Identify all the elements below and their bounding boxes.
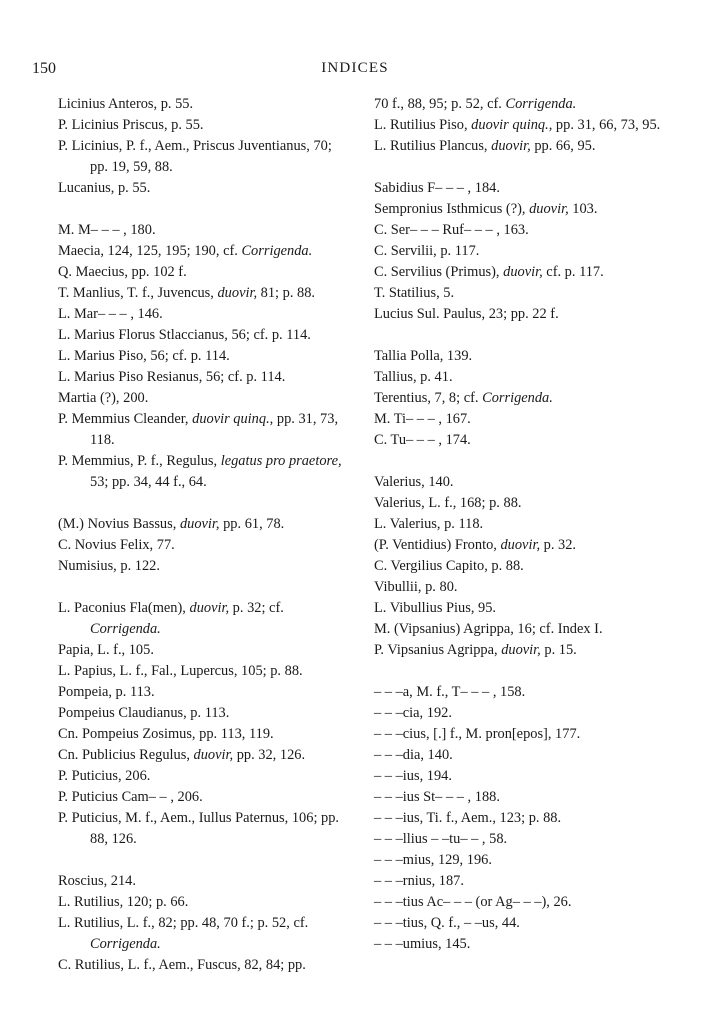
index-entry-text: – – –llius – –tu– – , 58. <box>374 831 508 847</box>
section-gap <box>374 451 664 472</box>
index-entry-italic-text: duovir, <box>503 264 543 280</box>
index-entry <box>374 892 664 913</box>
index-entry-text: C. Servilius (Primus), <box>374 264 504 280</box>
section-gap <box>58 850 348 871</box>
index-entry-text: pp. 32, 126. <box>233 747 306 763</box>
index-entry-text: Terentius, 7, 8; cf. <box>374 390 483 406</box>
index-entry-text: – – –a, M. f., T– – – , 158. <box>374 684 526 700</box>
index-entry-text: P. Licinius, P. f., Aem., Priscus Juventianus, 70; pp. 19, 59, 88. <box>58 138 332 175</box>
index-entry-text: Numisius, p. 122. <box>58 558 160 574</box>
index-entry-text: – – –tius, Q. f., – –us, 44. <box>374 915 520 931</box>
index-entry-text: (M.) Novius Bassus, <box>58 516 180 532</box>
index-entry-text: 53; pp. 34, 44 f., 64. <box>90 474 207 490</box>
index-entry-text: M. M– – – , 180. <box>58 222 156 238</box>
index-entry-italic-text: Corrigenda. <box>90 936 161 952</box>
index-entry <box>58 325 348 346</box>
index-entry-text: Vibullii, p. 80. <box>374 579 458 595</box>
index-entry-text: Pompeia, p. 113. <box>58 684 155 700</box>
index-entry-italic-text: duovir quinq., <box>471 117 553 133</box>
section-gap <box>58 577 348 598</box>
index-entry <box>58 556 348 577</box>
index-entry-text: L. Rutilius, 120; p. 66. <box>58 894 189 910</box>
index-entry-text: Tallius, p. 41. <box>374 369 453 385</box>
index-entry <box>58 724 348 745</box>
index-entry <box>374 619 664 640</box>
index-entry <box>374 640 664 661</box>
index-entry-text: P. Memmius, P. f., Regulus, <box>58 453 221 469</box>
index-entry-italic-text: duovir quinq., <box>192 411 274 427</box>
index-entry-text: – – –mius, 129, 196. <box>374 852 492 868</box>
index-entry-italic-text: Corrigenda. <box>505 96 577 112</box>
index-entry <box>374 136 664 157</box>
index-entry-text: M. Ti– – – , 167. <box>374 411 471 427</box>
index-entry-text: Valerius, L. f., 168; p. 88. <box>374 495 522 511</box>
index-entry <box>58 871 348 892</box>
index-entry <box>374 346 664 367</box>
index-entry-text: Papia, L. f., 105. <box>58 642 154 658</box>
index-entry <box>374 871 664 892</box>
index-entry <box>374 283 664 304</box>
section-gap <box>374 157 664 178</box>
index-entry <box>374 850 664 871</box>
index-entry-text: pp. 31, 66, 73, 95. <box>552 117 661 133</box>
index-entry-italic-text: duovir, <box>500 537 541 553</box>
index-entry <box>58 535 348 556</box>
index-entry-text: – – –umius, 145. <box>374 936 471 952</box>
index-entry-text: Pompeius Claudianus, p. 113. <box>58 705 230 721</box>
index-entry <box>374 829 664 850</box>
index-entry-text: P. Memmius Cleander, <box>58 411 193 427</box>
index-entry <box>58 388 348 409</box>
index-entry-text: Sempronius Isthmicus (?), <box>374 201 530 217</box>
index-entry-text: 81; p. 88. <box>257 285 316 301</box>
index-entry-text: pp. 61, 78. <box>219 516 285 532</box>
index-entry-text: C. Vergilius Capito, p. 88. <box>374 558 524 574</box>
index-entry <box>374 409 664 430</box>
index-entry-italic-text: duovir, <box>501 642 541 658</box>
index-entry-text: Q. Maecius, pp. 102 f. <box>58 264 187 280</box>
index-entry-text: Licinius Anteros, p. 55. <box>58 96 194 112</box>
index-entry-text: C. Rutilius, L. f., Aem., Fuscus, 82, 84; pp. <box>58 957 306 973</box>
index-entry-italic-text: legatus pro praetore, <box>220 453 342 469</box>
index-entry <box>58 745 348 766</box>
index-column-right <box>374 94 664 955</box>
index-entry-italic-text: duovir, <box>189 600 230 616</box>
index-entry-text: P. Vipsanius Agrippa, <box>374 642 502 658</box>
index-entry-text: M. (Vipsanius) Agrippa, 16; cf. Index I. <box>374 621 603 637</box>
index-entry-text: L. Papius, L. f., Fal., Lupercus, 105; p. 88. <box>58 663 303 679</box>
index-entry <box>374 115 664 136</box>
index-entry-text: p. 32; cf. <box>229 600 284 616</box>
index-entry <box>58 640 348 661</box>
index-entry <box>374 199 664 220</box>
index-entry-text: Maecia, 124, 125, 195; 190, cf. <box>58 243 242 259</box>
index-entry-italic-text: duovir, <box>179 516 220 532</box>
index-entry-italic-text: duovir, <box>491 138 531 154</box>
index-entry <box>374 514 664 535</box>
index-entry <box>58 913 348 955</box>
index-entry-text: – – –rnius, 187. <box>374 873 464 889</box>
index-entry <box>374 241 664 262</box>
section-gap <box>58 199 348 220</box>
index-entry-text: Lucanius, p. 55. <box>58 180 151 196</box>
index-entry-text: L. Marius Florus Stlaccianus, 56; cf. p. 114. <box>58 327 311 343</box>
index-entry <box>58 409 348 451</box>
index-entry-text: P. Puticius Cam– – , 206. <box>58 789 203 805</box>
index-entry-italic-text: duovir, <box>529 201 569 217</box>
index-entry-text: L. Rutilius, L. f., 82; pp. 48, 70 f.; p. 52, cf. <box>58 915 309 931</box>
index-entry-text: Cn. Pompeius Zosimus, pp. 113, 119. <box>58 726 274 742</box>
index-entry <box>374 577 664 598</box>
section-gap <box>374 661 664 682</box>
index-entry <box>374 598 664 619</box>
index-entry-text: P. Puticius, 206. <box>58 768 151 784</box>
index-entry-italic-text: Corrigenda. <box>90 621 161 637</box>
index-entry-italic-text: Corrigenda. <box>482 390 553 406</box>
index-entry-text: – – –dia, 140. <box>374 747 453 763</box>
index-entry-text: – – –tius Ac– – – (or Ag– – –), 26. <box>374 894 572 910</box>
index-entry-text: C. Novius Felix, 77. <box>58 537 175 553</box>
index-entry <box>374 535 664 556</box>
index-entry-text: 70 f., 88, 95; p. 52, cf. <box>374 96 506 112</box>
section-gap <box>374 325 664 346</box>
index-entry <box>374 304 664 325</box>
index-entry <box>58 682 348 703</box>
index-entry-text: Valerius, 140. <box>374 474 454 490</box>
index-entry-text: T. Statilius, 5. <box>374 285 455 301</box>
index-entry <box>58 766 348 787</box>
index-entry <box>374 94 664 115</box>
index-entry-text: Sabidius F– – – , 184. <box>374 180 500 196</box>
index-column-left <box>58 94 348 976</box>
index-entry-text: Tallia Polla, 139. <box>374 348 473 364</box>
index-entry <box>374 682 664 703</box>
index-entry <box>58 115 348 136</box>
index-entry <box>58 136 348 178</box>
index-entry-text: Cn. Publicius Regulus, <box>58 747 194 763</box>
index-entry-text: p. 15. <box>540 642 577 658</box>
index-entry-text: (P. Ventidius) Fronto, <box>374 537 501 553</box>
index-entry-text: 103. <box>568 201 598 217</box>
index-entry <box>58 367 348 388</box>
index-entry <box>58 178 348 199</box>
section-gap <box>58 493 348 514</box>
index-entry <box>374 388 664 409</box>
index-entry <box>374 724 664 745</box>
index-entry-text: L. Rutilius Plancus, <box>374 138 492 154</box>
index-entry-text: P. Licinius Priscus, p. 55. <box>58 117 204 133</box>
index-entry-text: p. 32. <box>540 537 577 553</box>
index-entry <box>58 304 348 325</box>
index-entry <box>58 262 348 283</box>
index-entry <box>374 808 664 829</box>
index-entry-text: C. Ser– – – Ruf– – – , 163. <box>374 222 529 238</box>
index-entry <box>374 766 664 787</box>
index-entry <box>58 94 348 115</box>
index-entry <box>374 934 664 955</box>
index-entry <box>374 262 664 283</box>
index-entry <box>58 787 348 808</box>
index-entry-text: – – –cius, [.] f., M. pron[epos], 177. <box>374 726 581 742</box>
index-entry-text: Martia (?), 200. <box>58 390 149 406</box>
index-entry-text: – – –ius, Ti. f., Aem., 123; p. 88. <box>374 810 562 826</box>
index-entry <box>58 661 348 682</box>
index-entry-italic-text: duovir, <box>217 285 258 301</box>
index-entry <box>58 892 348 913</box>
index-entry-text: – – –ius St– – – , 188. <box>374 789 500 805</box>
index-entry <box>58 703 348 724</box>
page-number: 150 <box>32 60 56 77</box>
index-entry <box>374 220 664 241</box>
index-entry <box>374 178 664 199</box>
index-entry <box>374 367 664 388</box>
index-entry <box>58 808 348 850</box>
index-entry-italic-text: duovir, <box>193 747 234 763</box>
index-entry-text: C. Tu– – – , 174. <box>374 432 471 448</box>
index-entry-text: T. Manlius, T. f., Juvencus, <box>58 285 218 301</box>
index-entry <box>58 955 348 976</box>
index-entry-text: C. Servilii, p. 117. <box>374 243 480 259</box>
index-entry-text: pp. 66, 95. <box>530 138 596 154</box>
index-entry-text: – – –ius, 194. <box>374 768 452 784</box>
index-entry-text: L. Marius Piso Resianus, 56; cf. p. 114. <box>58 369 286 385</box>
index-entry <box>58 283 348 304</box>
index-entry-italic-text: Corrigenda. <box>241 243 313 259</box>
index-entry-text: L. Mar– – – , 146. <box>58 306 163 322</box>
index-entry-text: – – –cia, 192. <box>374 705 452 721</box>
index-entry-text: P. Puticius, M. f., Aem., Iullus Paternus, 106; pp. 88, 126. <box>58 810 340 847</box>
index-entry-text: L. Rutilius Piso, <box>374 117 472 133</box>
index-entry <box>374 472 664 493</box>
index-entry <box>374 493 664 514</box>
index-entry <box>58 220 348 241</box>
index-entry-text: L. Vibullius Pius, 95. <box>374 600 497 616</box>
index-entry <box>58 241 348 262</box>
index-entry-text: cf. p. 117. <box>542 264 604 280</box>
index-entry <box>374 703 664 724</box>
index-entry-text: Roscius, 214. <box>58 873 136 889</box>
index-entry <box>58 346 348 367</box>
index-entry-text: L. Marius Piso, 56; cf. p. 114. <box>58 348 230 364</box>
index-entry <box>58 514 348 535</box>
index-entry-text: L. Paconius Fla(men), <box>58 600 190 616</box>
index-entry <box>374 745 664 766</box>
running-title: INDICES <box>321 60 389 76</box>
index-entry <box>58 451 348 493</box>
index-entry-text: pp. 31, 73, 118. <box>90 411 339 448</box>
index-entry <box>374 913 664 934</box>
index-entry-text: L. Valerius, p. 118. <box>374 516 484 532</box>
index-entry <box>374 556 664 577</box>
index-entry <box>58 598 348 640</box>
index-entry-text: Lucius Sul. Paulus, 23; pp. 22 f. <box>374 306 559 322</box>
index-entry <box>374 787 664 808</box>
index-entry <box>374 430 664 451</box>
